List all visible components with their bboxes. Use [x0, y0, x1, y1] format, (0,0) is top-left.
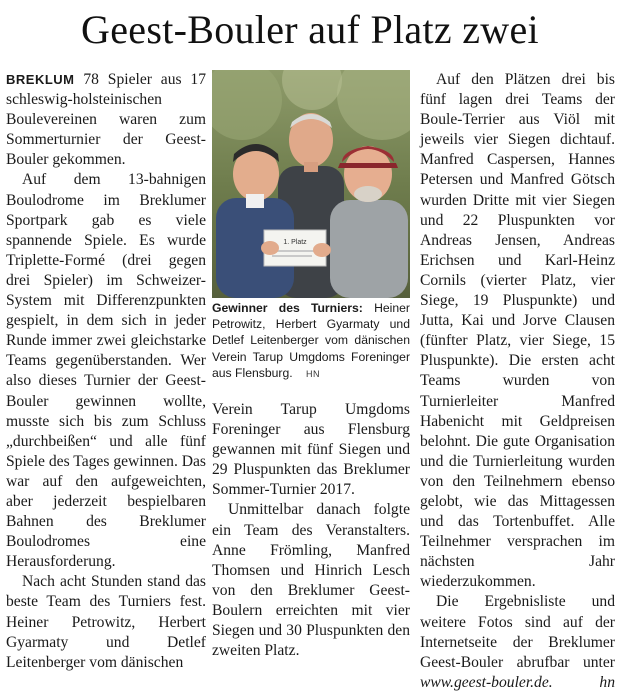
paragraph-4: Verein Tarup Umgdoms Foreninger aus Flensburg gewannen mit fünf Siegen und 29 Pluspunkten das Breklumer Sommer-Turnier 2017.: [212, 401, 410, 499]
paragraph-1: [6, 70, 206, 170]
caption-lead: Gewinner des Turniers:: [212, 301, 363, 315]
paragraph-7: [420, 592, 615, 692]
photo-credit: HN: [306, 368, 321, 379]
paragraph-3: Nach acht Stunden stand das beste Team des Turniers fest. Heiner Petrowitz, Herbert Gyarmaty und Detlef Leitenberger vom dänischen: [6, 573, 206, 671]
author-signature: hn: [599, 673, 615, 691]
paragraph-2: Auf dem 13-bahnigen Boulodrome im Breklumer Sportpark gab es viele spannende Spiele. Es wurde Triplette-Formé (drei gegen drei Spieler) im Schweizer-System mit Differenzpunkten gespielt, in dem sich in jeder Runde immer zwei gleichstarke Teams gegenüberstanden. Wer also dieses Turnier der Geest-Bouler gewinnen wollte, musste sich bis zum Schluss „durchbeißen“ und alle fünf Spiele des Tages gewinnen. Das war auf den aufgeweichten, aber jederzeit bespielbaren Bahnen des Breklumer Boulodromes eine Herausforderung.: [6, 171, 206, 571]
certificate-text: 1. Platz: [283, 239, 307, 246]
paragraph-7-text: Die Ergebnisliste und weitere Fotos sind auf der Internetseite der Breklumer Geest-Bouler abrufbar unter: [420, 593, 615, 671]
paragraph-6: Auf den Plätzen drei bis fünf lagen drei Teams der Boule-Terrier aus Viöl mit jeweils vier Siegen dichtauf. Manfred Caspersen, Hannes Petersen und Manfred Götsch wurden Dritte mit vier Siegen und 22 Pluspunkten vor Andreas Jensen, Andreas Erichsen und Karl-Heinz Cornils (vierter Platz, vier Siege, 19 Pluspunkte) und Jutta, Kai und Jorve Clausen (fünfter Platz, vier Siege, 15 Pluspunkte). Die ersten acht Teams wurden von Turnierleiter Manfred Habenicht mit Geldpreisen belohnt. Die gute Organisation und die Turnierleitung wurden von den Teilnehmern ebenso gelobt, wie das Mittagessen und das Tortenbuffet. Alle Teilnehmer versprachen im nächsten Jahr wiederzukommen.: [420, 71, 615, 591]
photo-caption: [212, 300, 410, 382]
article-column-2: [212, 400, 410, 661]
caption-text: Heiner Petrowitz, Herbert Gyarmaty und Detlef Leitenberger vom dänischen Verein Tarup Umgdoms Foreninger aus Flensburg.: [212, 301, 410, 380]
winners-photo: [212, 70, 410, 298]
article-column-1: [6, 70, 206, 673]
website-link[interactable]: www.geest-bouler.de.: [420, 673, 553, 691]
winners-photo-illustration: [212, 70, 410, 298]
paragraph-5: Unmittelbar danach folgte ein Team des Veranstalters. Anne Frömling, Manfred Thomsen und Hinrich Lesch von den Breklumer Geest-Boulern erreichten mit vier Siegen und 30 Pluspunkten den zweiten Platz.: [212, 501, 410, 660]
dateline: BREKLUM: [6, 72, 75, 87]
paragraph-1-text: 78 Spieler aus 17 schleswig-holsteinischen Boulevereinen waren zum Sommerturnier der Geest-Bouler gekommen.: [6, 71, 206, 169]
headline: Geest-Bouler auf Platz zwei: [81, 7, 539, 52]
article-column-3: [420, 70, 615, 693]
